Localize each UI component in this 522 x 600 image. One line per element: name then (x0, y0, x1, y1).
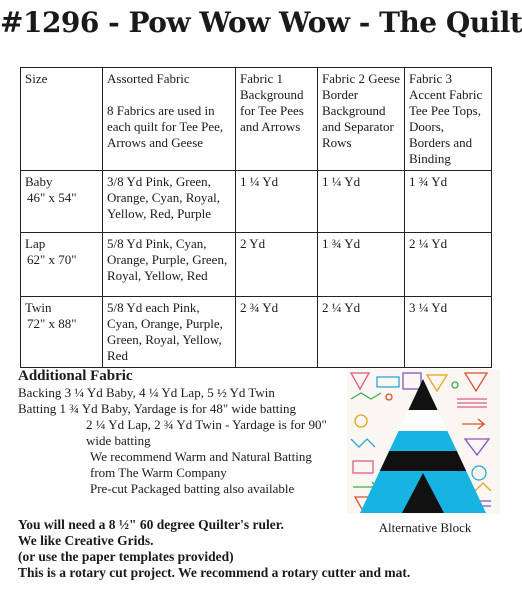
assorted-cell: 3/8 Yd Pink, Green, Orange, Cyan, Royal, Yellow, Red, Purple (103, 171, 236, 233)
note-line: You will need a 8 ½" 60 degree Quilter's ruler. (18, 517, 284, 532)
size-cell (21, 171, 103, 233)
backing-line: Backing 3 ¼ Yd Baby, 4 ¼ Yd Lap, 5 ½ Yd Twin (18, 385, 275, 400)
table-row (21, 171, 492, 233)
fabric1-cell: 1 ¼ Yd (236, 171, 318, 233)
size-dims: 46" x 54" (27, 190, 77, 205)
header-size: Size (21, 68, 103, 171)
alternative-block-caption: Alternative Block (378, 520, 472, 535)
additional-fabric-heading: Additional Fabric (18, 368, 133, 384)
fabric2-cell: 2 ¼ Yd (318, 297, 405, 368)
table-row (21, 233, 492, 297)
header-fabric2-title: Fabric 2 Geese Border (322, 71, 400, 102)
assorted-cell: 5/8 Yd each Pink, Cyan, Orange, Purple, Green, Royal, Yellow, Red (103, 297, 236, 368)
size-cell (21, 297, 103, 368)
header-fabric3-title: Fabric 3 Accent Fabric (409, 71, 483, 102)
header-fabric1-note: for Tee Pees and Arrows (240, 103, 304, 134)
fabric2-cell: 1 ¾ Yd (318, 233, 405, 297)
table-row (21, 297, 492, 368)
assorted-cell: 5/8 Yd Pink, Cyan, Orange, Purple, Green, Royal, Yellow, Red (103, 233, 236, 297)
table-header-row (21, 68, 492, 171)
note-line: This is a rotary cut project. We recommend a rotary cutter and mat. (18, 565, 411, 580)
alternative-block-image (347, 369, 500, 514)
fabric2-cell: 1 ¼ Yd (318, 171, 405, 233)
size-cell (21, 233, 103, 297)
precut-line: Pre-cut Packaged batting also available (90, 481, 295, 496)
additional-fabric-section (18, 368, 338, 497)
header-assorted-title: Assorted Fabric (107, 71, 190, 86)
header-fabric2 (318, 68, 405, 171)
teepee-block-svg (347, 369, 500, 514)
header-fabric2-note: Background and Separator Rows (322, 103, 394, 150)
note-line: We like Creative Grids. (18, 533, 154, 548)
size-name: Baby (25, 174, 53, 189)
header-assorted-note: 8 Fabrics are used in each quilt for Tee Pee, Arrows and Geese (107, 103, 224, 150)
recommend-line: We recommend Warm and Natural Batting from The Warm Company (90, 449, 312, 480)
page-title: #1296 - Pow Wow Wow - The Quilt (0, 6, 522, 39)
size-name: Lap (25, 236, 46, 251)
header-fabric3 (405, 68, 492, 171)
project-notes (18, 517, 518, 581)
fabric1-cell: 2 Yd (236, 233, 318, 297)
batting-line-2-text: 2 ¼ Yd Lap, 2 ¾ Yd Twin - Yardage is for 90" wide batting (86, 417, 327, 448)
batting-line-1: Batting 1 ¾ Yd Baby, Yardage is for 48" wide batting (18, 401, 297, 416)
header-fabric1 (236, 68, 318, 171)
header-assorted (103, 68, 236, 171)
fabric1-cell: 2 ¾ Yd (236, 297, 318, 368)
fabric3-cell: 2 ¼ Yd (405, 233, 492, 297)
size-name: Twin (25, 300, 52, 315)
header-fabric3-note: Tee Pee Tops, Doors, Borders and Binding (409, 103, 481, 166)
fabric3-cell: 3 ¼ Yd (405, 297, 492, 368)
size-dims: 72" x 88" (27, 316, 77, 331)
fabric-requirements-table (20, 67, 492, 368)
fabric3-cell: 1 ¾ Yd (405, 171, 492, 233)
batting-line-2 (18, 417, 338, 449)
size-dims: 62" x 70" (27, 252, 77, 267)
note-line: (or use the paper templates provided) (18, 549, 234, 564)
header-fabric1-title: Fabric 1 Background (240, 71, 304, 102)
